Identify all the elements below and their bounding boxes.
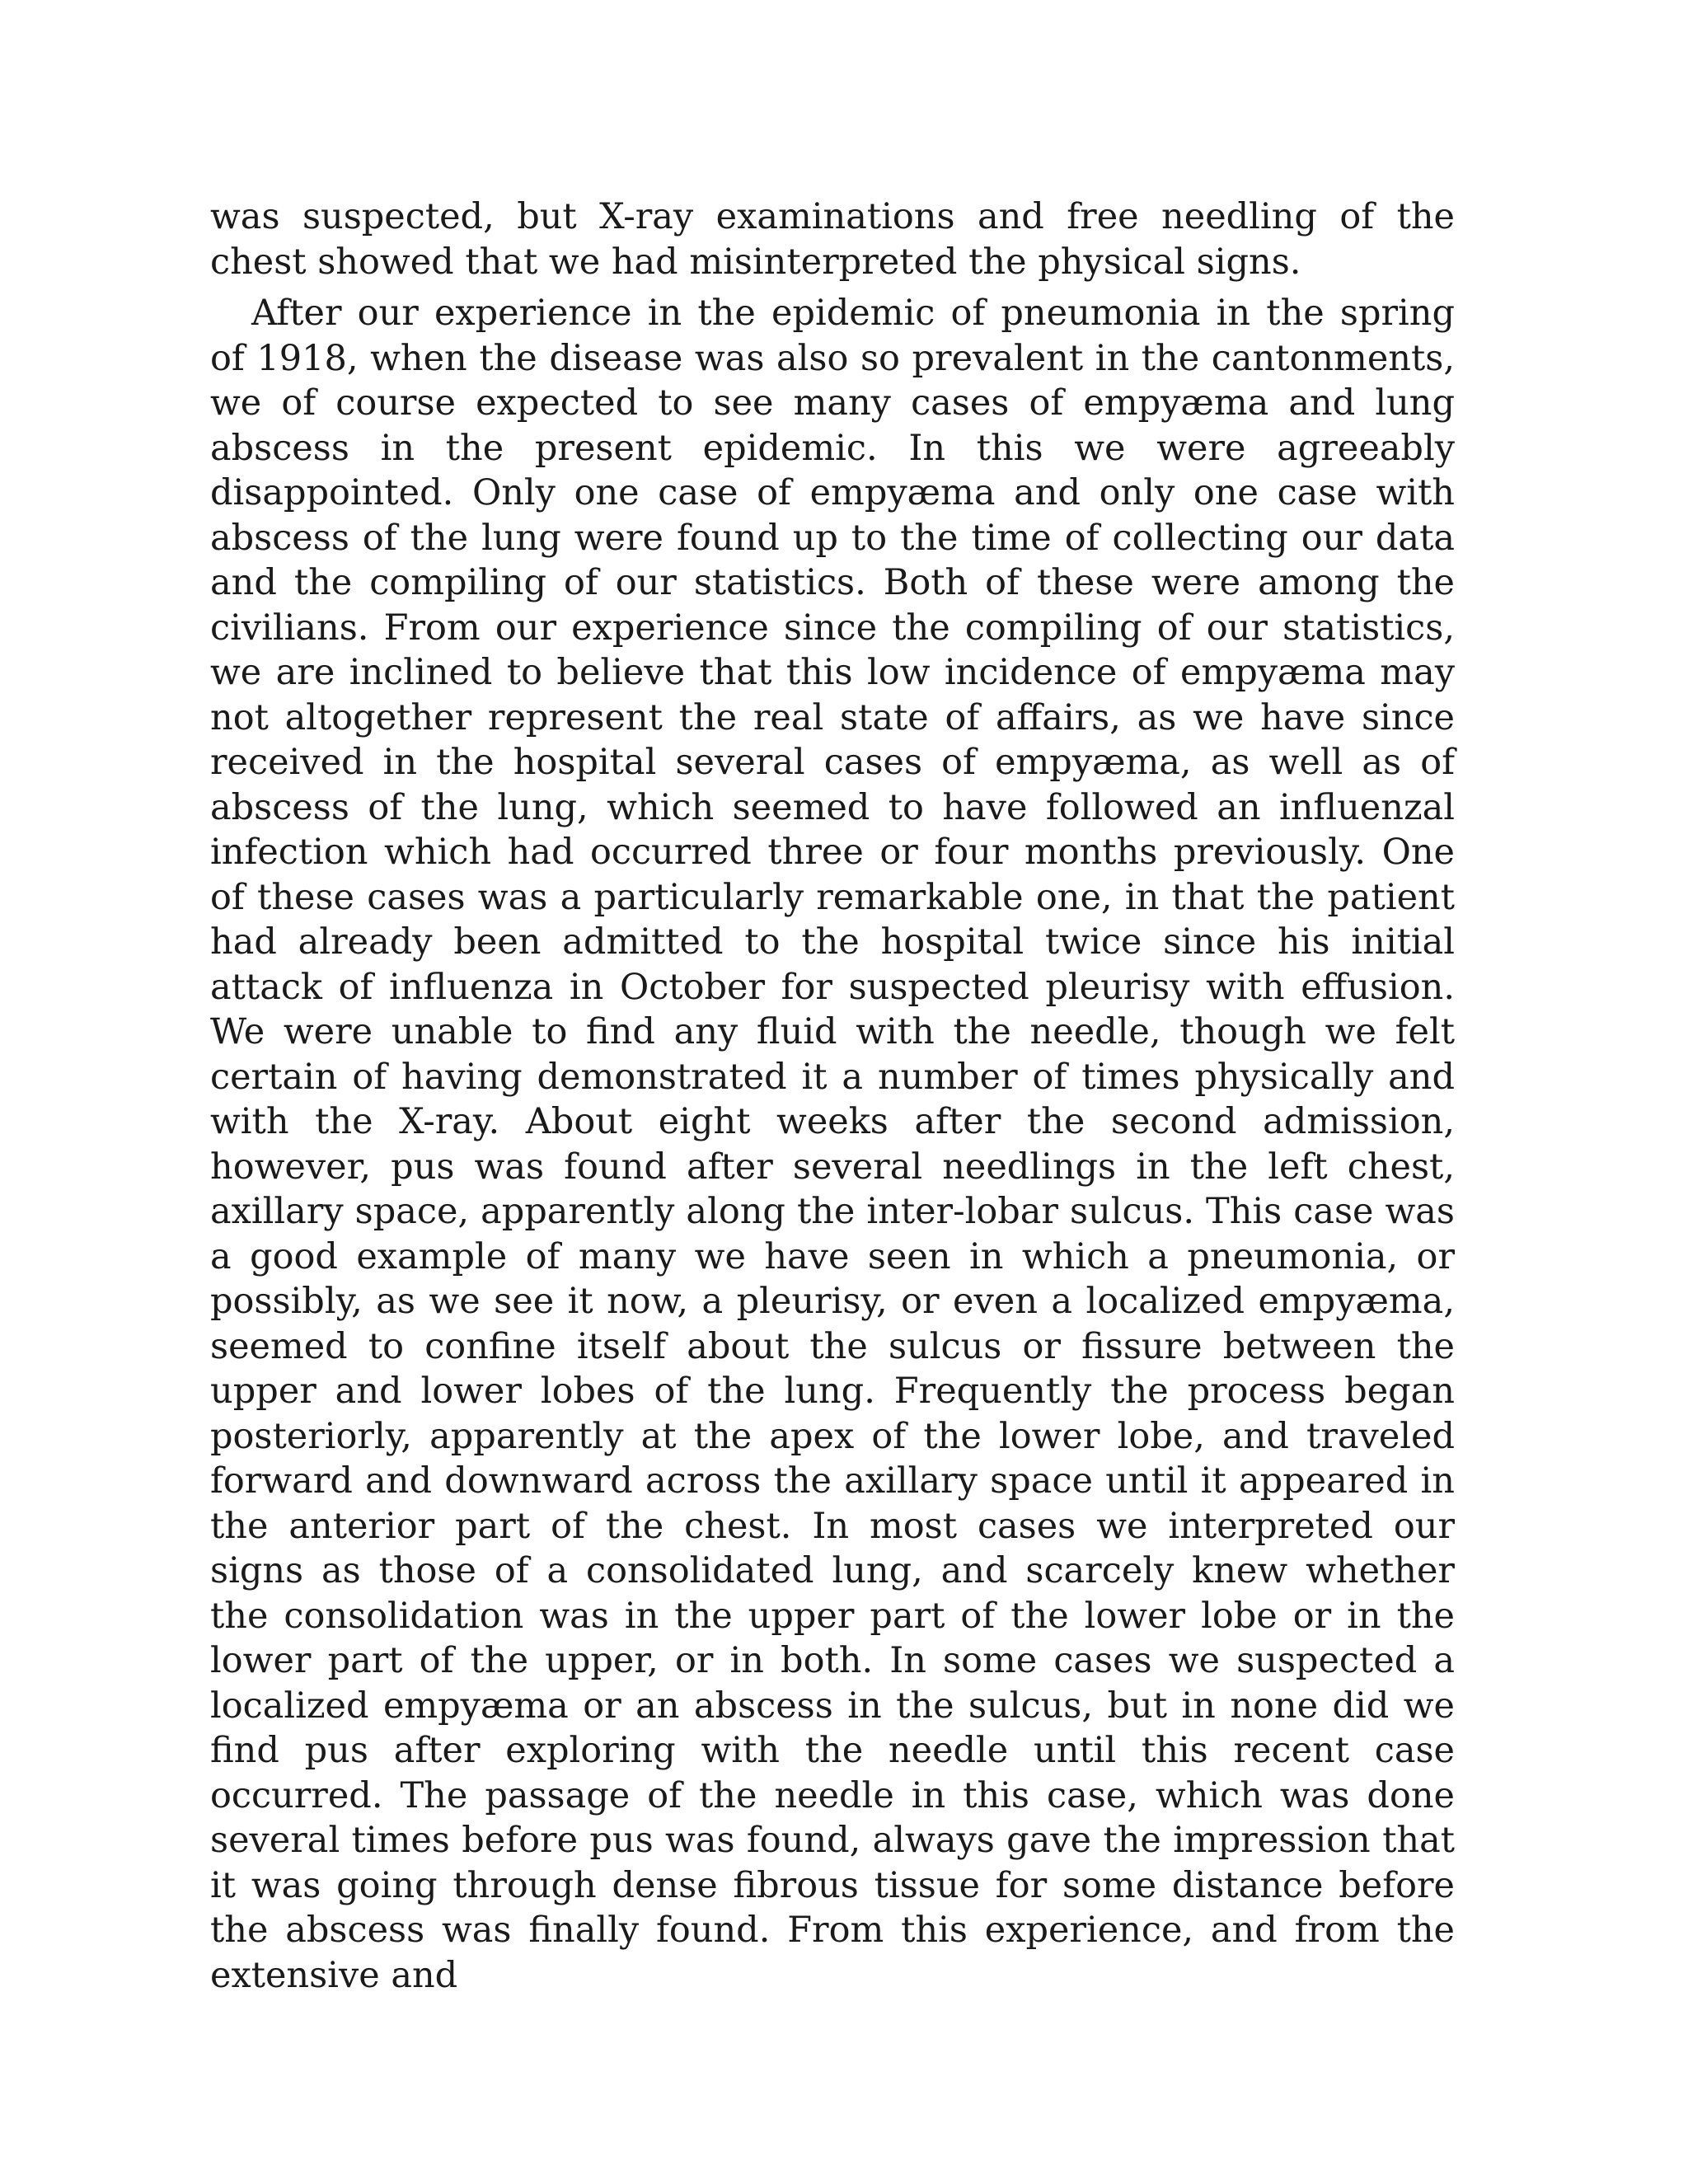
paragraph-continuation: was suspected, but X-ray examinations and free needling of the chest showed that we had misinterpreted the physical signs. xyxy=(210,196,1455,283)
paragraph-empyaema-discussion: After our experience in the epidemic of pneumonia in the spring of 1918, when the disease was also so prevalent in the cantonments, we of course expected to see many cases of empyæma and lung abscess in the present epidemic. In this we were agreeably disappointed. Only one case of empyæma and only one case with abscess of the lung were found up to the time of collecting our data and the compiling of our statistics. Both of these were among the civilians. From our experience since the compiling of our statistics, we are inclined to believe that this low incidence of empyæma may not altogether represent the real state of affairs, as we have since received in the hospital several cases of empyæma, as well as of abscess of the lung, which seemed to have followed an influenzal infection which had occurred three or four months previously. One of these cases was a particularly remarkable one, in that the patient had already been admitted to the hospital twice since his initial attack of influenza in October for suspected pleurisy with effusion. We were unable to find any fluid with the needle, though we felt certain of having demonstrated it a number of times physically and with the X-ray. About eight weeks after the second admission, however, pus was found after several needlings in the left chest, axillary space, apparently along the inter-lobar sulcus. This case was a good example of many we have seen in which a pneumonia, or possibly, as we see it now, a pleurisy, or even a localized empyæma, seemed to confine itself about the sulcus or fissure between the upper and lower lobes of the lung. Frequently the process began posteriorly, apparently at the apex of the lower lobe, and traveled forward and downward across the axillary space until it appeared in the anterior part of the chest. In most cases we interpreted our signs as those of a consolidated lung, and scarcely knew whether the consolidation was in the upper part of the lower lobe or in the lower part of the upper, or in both. In some cases we suspected a localized empyæma or an abscess in the sulcus, but in none did we find pus after exploring with the needle until this recent case occurred. The passage of the needle in this case, which was done several times before pus was found, always gave the impression that it was going through dense fibrous tissue for some distance before the abscess was finally found. From this experience, and from the extensive and xyxy=(210,293,1455,1996)
body-text xyxy=(210,194,1455,1998)
